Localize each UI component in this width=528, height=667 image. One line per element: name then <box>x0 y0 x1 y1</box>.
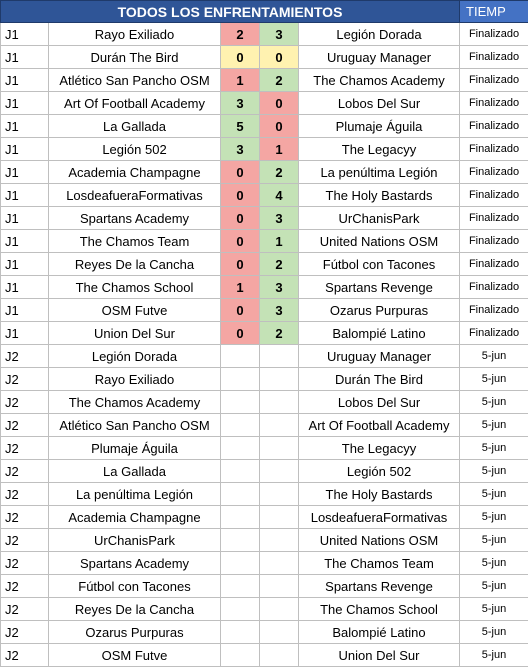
away-team-cell[interactable]: Spartans Revenge <box>299 276 460 299</box>
away-team-cell[interactable]: The Legacyy <box>299 437 460 460</box>
status-cell[interactable]: Finalizado <box>460 184 528 207</box>
away-score-cell[interactable] <box>260 506 299 529</box>
table-row[interactable] <box>1 230 528 253</box>
home-score-cell[interactable]: 0 <box>221 299 260 322</box>
matchday-cell[interactable]: J2 <box>1 552 49 575</box>
matchday-cell[interactable]: J2 <box>1 621 49 644</box>
table-row[interactable] <box>1 92 528 115</box>
home-team-cell[interactable]: Academia Champagne <box>49 506 221 529</box>
matchday-cell[interactable]: J1 <box>1 138 49 161</box>
away-team-cell[interactable]: Uruguay Manager <box>299 345 460 368</box>
home-team-cell[interactable]: Rayo Exiliado <box>49 368 221 391</box>
time-column-header: TIEMP <box>460 1 528 23</box>
away-score-cell[interactable]: 0 <box>260 115 299 138</box>
away-team-cell[interactable]: Union Del Sur <box>299 644 460 667</box>
status-cell[interactable]: Finalizado <box>460 299 528 322</box>
away-team-cell[interactable]: Legión Dorada <box>299 23 460 46</box>
status-cell[interactable]: Finalizado <box>460 322 528 345</box>
table-row[interactable] <box>1 644 528 667</box>
matchday-cell[interactable]: J1 <box>1 230 49 253</box>
matchday-cell[interactable]: J2 <box>1 368 49 391</box>
table-row[interactable] <box>1 460 528 483</box>
home-team-cell[interactable]: Durán The Bird <box>49 46 221 69</box>
home-score-cell[interactable] <box>221 368 260 391</box>
table-row[interactable] <box>1 69 528 92</box>
home-team-cell[interactable]: UrChanisPark <box>49 529 221 552</box>
status-cell[interactable]: 5-jun <box>460 460 528 483</box>
matchday-cell[interactable]: J2 <box>1 391 49 414</box>
matchday-cell[interactable]: J2 <box>1 414 49 437</box>
table-row[interactable] <box>1 46 528 69</box>
matchday-cell[interactable]: J1 <box>1 299 49 322</box>
table-row[interactable] <box>1 368 528 391</box>
status-cell[interactable]: 5-jun <box>460 529 528 552</box>
home-score-cell[interactable]: 0 <box>221 230 260 253</box>
home-team-cell[interactable]: Art Of Football Academy <box>49 92 221 115</box>
matchday-cell[interactable]: J2 <box>1 529 49 552</box>
status-cell[interactable]: Finalizado <box>460 23 528 46</box>
home-score-cell[interactable] <box>221 621 260 644</box>
status-cell[interactable]: Finalizado <box>460 207 528 230</box>
home-team-cell[interactable]: Reyes De la Cancha <box>49 253 221 276</box>
table-row[interactable] <box>1 598 528 621</box>
home-team-cell[interactable]: Legión 502 <box>49 138 221 161</box>
home-score-cell[interactable]: 1 <box>221 276 260 299</box>
away-team-cell[interactable]: Uruguay Manager <box>299 46 460 69</box>
status-cell[interactable]: Finalizado <box>460 276 528 299</box>
table-row[interactable] <box>1 207 528 230</box>
away-score-cell[interactable]: 0 <box>260 46 299 69</box>
home-score-cell[interactable] <box>221 391 260 414</box>
away-score-cell[interactable]: 1 <box>260 138 299 161</box>
away-score-cell[interactable] <box>260 414 299 437</box>
away-score-cell[interactable]: 0 <box>260 92 299 115</box>
table-row[interactable] <box>1 345 528 368</box>
away-score-cell[interactable]: 1 <box>260 230 299 253</box>
status-cell[interactable]: 5-jun <box>460 391 528 414</box>
table-row[interactable] <box>1 276 528 299</box>
away-score-cell[interactable]: 3 <box>260 276 299 299</box>
away-score-cell[interactable]: 4 <box>260 184 299 207</box>
matchday-cell[interactable]: J1 <box>1 115 49 138</box>
matchday-cell[interactable]: J1 <box>1 161 49 184</box>
status-cell[interactable]: Finalizado <box>460 230 528 253</box>
away-score-cell[interactable] <box>260 621 299 644</box>
table-row[interactable] <box>1 138 528 161</box>
away-score-cell[interactable] <box>260 598 299 621</box>
matchday-cell[interactable]: J2 <box>1 506 49 529</box>
home-score-cell[interactable]: 0 <box>221 207 260 230</box>
home-team-cell[interactable]: Ozarus Purpuras <box>49 621 221 644</box>
matchday-cell[interactable]: J1 <box>1 253 49 276</box>
away-team-cell[interactable]: Legión 502 <box>299 460 460 483</box>
home-team-cell[interactable]: LosdeafueraFormativas <box>49 184 221 207</box>
table-row[interactable] <box>1 437 528 460</box>
away-team-cell[interactable]: The Chamos Academy <box>299 69 460 92</box>
away-team-cell[interactable]: Spartans Revenge <box>299 575 460 598</box>
home-score-cell[interactable]: 0 <box>221 253 260 276</box>
away-team-cell[interactable]: Lobos Del Sur <box>299 391 460 414</box>
away-team-cell[interactable]: United Nations OSM <box>299 230 460 253</box>
home-score-cell[interactable] <box>221 483 260 506</box>
status-cell[interactable]: 5-jun <box>460 621 528 644</box>
home-score-cell[interactable] <box>221 575 260 598</box>
status-cell[interactable]: 5-jun <box>460 644 528 667</box>
home-team-cell[interactable]: Rayo Exiliado <box>49 23 221 46</box>
home-score-cell[interactable] <box>221 598 260 621</box>
status-cell[interactable]: 5-jun <box>460 483 528 506</box>
table-title: TODOS LOS ENFRENTAMIENTOS <box>1 1 460 23</box>
away-team-cell[interactable]: UrChanisPark <box>299 207 460 230</box>
home-score-cell[interactable]: 1 <box>221 69 260 92</box>
home-score-cell[interactable]: 2 <box>221 23 260 46</box>
table-row[interactable] <box>1 414 528 437</box>
table-row[interactable] <box>1 253 528 276</box>
status-cell[interactable]: 5-jun <box>460 506 528 529</box>
matchday-cell[interactable]: J2 <box>1 460 49 483</box>
away-team-cell[interactable]: United Nations OSM <box>299 529 460 552</box>
matchday-cell[interactable]: J1 <box>1 276 49 299</box>
home-team-cell[interactable]: OSM Futve <box>49 644 221 667</box>
home-score-cell[interactable]: 0 <box>221 46 260 69</box>
status-cell[interactable]: 5-jun <box>460 598 528 621</box>
away-team-cell[interactable]: Fútbol con Tacones <box>299 253 460 276</box>
home-team-cell[interactable]: Atlético San Pancho OSM <box>49 414 221 437</box>
away-score-cell[interactable]: 2 <box>260 322 299 345</box>
status-cell[interactable]: Finalizado <box>460 69 528 92</box>
home-score-cell[interactable] <box>221 345 260 368</box>
away-team-cell[interactable]: The Chamos School <box>299 598 460 621</box>
home-team-cell[interactable]: The Chamos Team <box>49 230 221 253</box>
status-cell[interactable]: 5-jun <box>460 345 528 368</box>
away-score-cell[interactable]: 2 <box>260 69 299 92</box>
away-score-cell[interactable] <box>260 552 299 575</box>
matchday-cell[interactable]: J2 <box>1 575 49 598</box>
away-score-cell[interactable] <box>260 391 299 414</box>
status-cell[interactable]: 5-jun <box>460 414 528 437</box>
away-score-cell[interactable]: 2 <box>260 161 299 184</box>
away-score-cell[interactable] <box>260 437 299 460</box>
status-cell[interactable]: 5-jun <box>460 368 528 391</box>
away-score-cell[interactable] <box>260 460 299 483</box>
away-score-cell[interactable]: 3 <box>260 299 299 322</box>
away-score-cell[interactable] <box>260 368 299 391</box>
home-team-cell[interactable]: Academia Champagne <box>49 161 221 184</box>
matchday-cell[interactable]: J1 <box>1 69 49 92</box>
home-score-cell[interactable]: 0 <box>221 322 260 345</box>
table-row[interactable] <box>1 184 528 207</box>
matchday-cell[interactable]: J1 <box>1 46 49 69</box>
status-cell[interactable]: Finalizado <box>460 161 528 184</box>
status-cell[interactable]: Finalizado <box>460 253 528 276</box>
home-team-cell[interactable]: Reyes De la Cancha <box>49 598 221 621</box>
away-score-cell[interactable]: 2 <box>260 253 299 276</box>
matchday-cell[interactable]: J1 <box>1 207 49 230</box>
away-score-cell[interactable]: 3 <box>260 207 299 230</box>
matchday-cell[interactable]: J1 <box>1 92 49 115</box>
matchday-cell[interactable]: J2 <box>1 483 49 506</box>
home-score-cell[interactable]: 5 <box>221 115 260 138</box>
table-row[interactable] <box>1 23 528 46</box>
table-row[interactable] <box>1 299 528 322</box>
home-score-cell[interactable] <box>221 644 260 667</box>
away-score-cell[interactable] <box>260 483 299 506</box>
matchday-cell[interactable]: J2 <box>1 598 49 621</box>
away-score-cell[interactable] <box>260 529 299 552</box>
table-row[interactable] <box>1 483 528 506</box>
table-row[interactable] <box>1 115 528 138</box>
away-score-cell[interactable] <box>260 345 299 368</box>
away-team-cell[interactable]: Balompié Latino <box>299 322 460 345</box>
status-cell[interactable]: Finalizado <box>460 92 528 115</box>
status-cell[interactable]: 5-jun <box>460 437 528 460</box>
home-score-cell[interactable]: 3 <box>221 92 260 115</box>
table-row[interactable] <box>1 552 528 575</box>
table-row[interactable] <box>1 529 528 552</box>
away-team-cell[interactable]: The Legacyy <box>299 138 460 161</box>
away-score-cell[interactable]: 3 <box>260 23 299 46</box>
away-score-cell[interactable] <box>260 575 299 598</box>
status-cell[interactable]: 5-jun <box>460 552 528 575</box>
away-team-cell[interactable]: Balompié Latino <box>299 621 460 644</box>
home-score-cell[interactable] <box>221 437 260 460</box>
home-team-cell[interactable]: Plumaje Águila <box>49 437 221 460</box>
home-team-cell[interactable]: La Gallada <box>49 460 221 483</box>
table-row[interactable] <box>1 506 528 529</box>
table-row[interactable] <box>1 621 528 644</box>
home-score-cell[interactable]: 0 <box>221 161 260 184</box>
away-team-cell[interactable]: Ozarus Purpuras <box>299 299 460 322</box>
away-team-cell[interactable]: The Holy Bastards <box>299 184 460 207</box>
away-team-cell[interactable]: La penúltima Legión <box>299 161 460 184</box>
matchday-cell[interactable]: J2 <box>1 644 49 667</box>
home-team-cell[interactable]: The Chamos Academy <box>49 391 221 414</box>
header-row <box>1 1 528 23</box>
home-score-cell[interactable] <box>221 460 260 483</box>
matchday-cell[interactable]: J2 <box>1 437 49 460</box>
matchday-cell[interactable]: J1 <box>1 23 49 46</box>
away-team-cell[interactable]: Art Of Football Academy <box>299 414 460 437</box>
home-team-cell[interactable]: The Chamos School <box>49 276 221 299</box>
matchday-cell[interactable]: J2 <box>1 345 49 368</box>
status-cell[interactable]: Finalizado <box>460 115 528 138</box>
home-score-cell[interactable] <box>221 506 260 529</box>
home-score-cell[interactable]: 0 <box>221 184 260 207</box>
table-row[interactable] <box>1 575 528 598</box>
home-team-cell[interactable]: La Gallada <box>49 115 221 138</box>
status-cell[interactable]: Finalizado <box>460 46 528 69</box>
home-team-cell[interactable]: OSM Futve <box>49 299 221 322</box>
home-team-cell[interactable]: Union Del Sur <box>49 322 221 345</box>
away-team-cell[interactable]: LosdeafueraFormativas <box>299 506 460 529</box>
home-team-cell[interactable]: La penúltima Legión <box>49 483 221 506</box>
matchday-cell[interactable]: J1 <box>1 184 49 207</box>
away-team-cell[interactable]: The Holy Bastards <box>299 483 460 506</box>
away-team-cell[interactable]: Durán The Bird <box>299 368 460 391</box>
away-team-cell[interactable]: Lobos Del Sur <box>299 92 460 115</box>
home-score-cell[interactable]: 3 <box>221 138 260 161</box>
home-team-cell[interactable]: Fútbol con Tacones <box>49 575 221 598</box>
home-team-cell[interactable]: Atlético San Pancho OSM <box>49 69 221 92</box>
away-score-cell[interactable] <box>260 644 299 667</box>
table-row[interactable] <box>1 161 528 184</box>
status-cell[interactable]: 5-jun <box>460 575 528 598</box>
home-team-cell[interactable]: Spartans Academy <box>49 552 221 575</box>
away-team-cell[interactable]: The Chamos Team <box>299 552 460 575</box>
home-score-cell[interactable] <box>221 552 260 575</box>
home-team-cell[interactable]: Legión Dorada <box>49 345 221 368</box>
matchday-cell[interactable]: J1 <box>1 322 49 345</box>
home-team-cell[interactable]: Spartans Academy <box>49 207 221 230</box>
table-row[interactable] <box>1 322 528 345</box>
status-cell[interactable]: Finalizado <box>460 138 528 161</box>
away-team-cell[interactable]: Plumaje Águila <box>299 115 460 138</box>
home-score-cell[interactable] <box>221 529 260 552</box>
home-score-cell[interactable] <box>221 414 260 437</box>
table-row[interactable] <box>1 391 528 414</box>
